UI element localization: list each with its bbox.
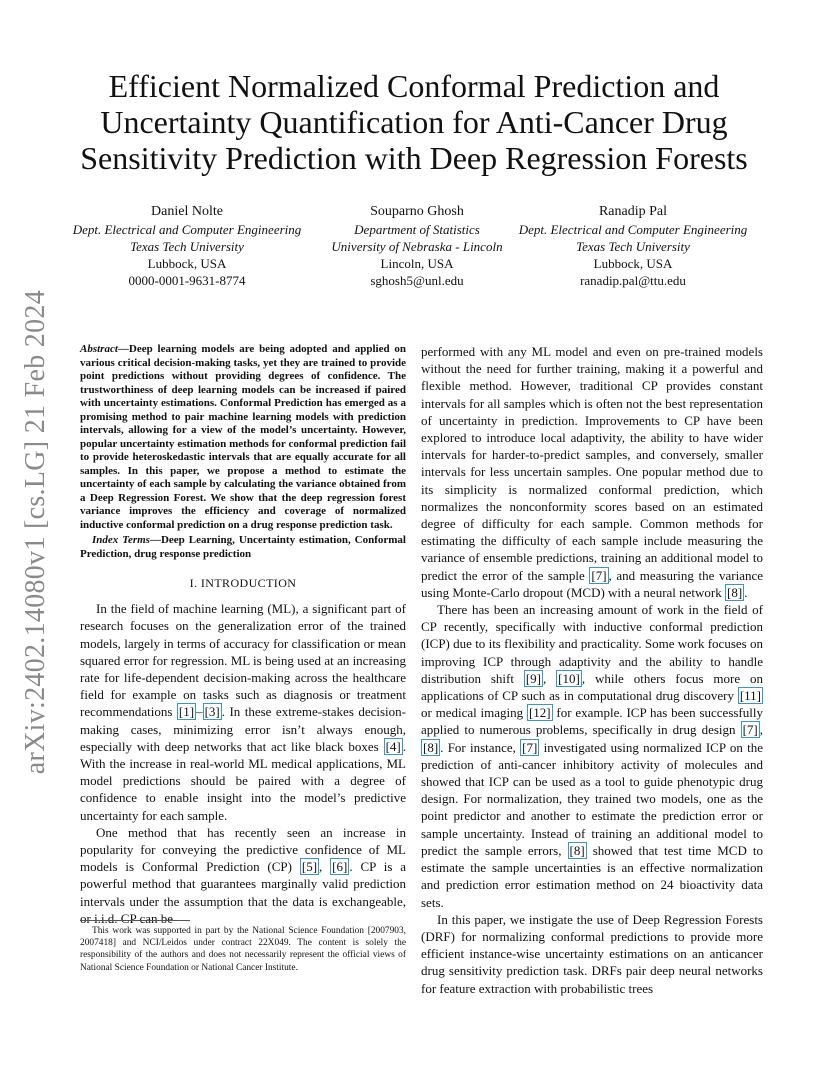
author-univ: Texas Tech University bbox=[576, 239, 690, 254]
author-univ: Texas Tech University bbox=[130, 239, 244, 254]
paragraph-text: . For instance, bbox=[440, 739, 521, 755]
index-terms-text: —Deep Learning, Uncertainty estimation, Conformal Prediction, drug response prediction bbox=[80, 534, 406, 560]
author-name: Daniel Nolte bbox=[151, 204, 223, 219]
citation-link[interactable]: [10] bbox=[558, 670, 580, 686]
author-dept: Dept. Electrical and Computer Engineering bbox=[72, 222, 302, 237]
paragraph bbox=[421, 343, 763, 601]
paragraph bbox=[80, 824, 406, 927]
paragraph-text: . In these extreme-stakes decision-making cases, minimizing error isn’t always enough, especially with deep networks that act like black boxes bbox=[80, 704, 407, 754]
citation-link[interactable]: [9] bbox=[525, 670, 541, 686]
author-dept: Dept. Electrical and Computer Engineering bbox=[518, 222, 748, 237]
paragraph-text: . With the increase in real-world ML medical applications, ML model predictions should be paired with a degree of confidence to enable insight into the model’s predictive uncertainty for each sample. bbox=[80, 738, 406, 823]
citation-link[interactable]: [8] bbox=[423, 739, 439, 755]
section-heading: I. INTRODUCTION bbox=[189, 576, 297, 590]
author-name: Ranadip Pal bbox=[598, 204, 668, 219]
paragraph-text: . bbox=[744, 584, 748, 600]
introduction-body bbox=[80, 600, 406, 927]
author-orcid: 0000-0001-9631-8774 bbox=[128, 273, 246, 288]
author-2 bbox=[317, 203, 517, 289]
paragraph-text: , bbox=[759, 722, 763, 738]
citation-link[interactable]: [6] bbox=[332, 859, 348, 875]
abstract bbox=[80, 343, 406, 561]
author-1 bbox=[62, 203, 312, 289]
arxiv-side-label: arXiv:2402.14080v1 [cs.LG] 21 Feb 2024 bbox=[20, 290, 51, 775]
citation-link[interactable]: [7] bbox=[591, 567, 607, 583]
citation-link[interactable]: [8] bbox=[569, 842, 585, 858]
author-city: Lincoln, USA bbox=[380, 256, 454, 271]
paragraph-text: . CP is a powerful method that guarantees marginally valid prediction intervals under the assumption that the data is exchangeable, or i.i.d. CP can be bbox=[80, 859, 407, 926]
paragraph-text: In this paper, we instigate the use of Deep Regression Forests (DRF) for normalizing conformal predictions to provide more efficient instance-wise uncertainty estimations on an anticancer drug sensitivity prediction task. DRFs pair deep neural networks for feature extraction with probabilistic trees bbox=[421, 911, 763, 996]
paragraph-text: One method that has recently seen an increase in popularity for conveying the predictive confidence of ML models is Conformal Prediction (CP) bbox=[80, 824, 406, 875]
citation-link[interactable]: [11] bbox=[739, 688, 761, 704]
author-3 bbox=[508, 203, 758, 289]
paragraph-text: performed with any ML model and even on pre-trained models without the need for further training, making it a powerful and flexible method. However, traditional CP provides constant intervals for all samples which is often not the best representation of uncertainty in prediction. Improvements to CP have been explored to introduce local adaptivity, the ability to have wider intervals for harder-to-predict samples, and conversely, smaller intervals for less uncertain samples. One popular method due to its simplicity is normalized conformal prediction, which normalizes the nonconformity scores based on an estimated degree of difficulty for each sample. Common methods for estimating the difficulty of each sample include measuring the variance of ensemble predictions, training an additional model to predict the error of the sample bbox=[421, 344, 763, 583]
author-email: sghosh5@unl.edu bbox=[370, 273, 464, 288]
citation-link[interactable]: [7] bbox=[522, 739, 538, 755]
author-email: ranadip.pal@ttu.edu bbox=[580, 273, 686, 288]
paragraph-text: , bbox=[319, 859, 331, 875]
author-univ: University of Nebraska - Lincoln bbox=[331, 239, 503, 254]
citation-link[interactable]: [1] bbox=[178, 704, 195, 720]
left-column bbox=[80, 343, 406, 927]
paragraph-text: There has been an increasing amount of work in the field of CP recently, specifically with inductive conformal prediction (ICP) due to its flexibility and practicality. Some work focuses on improving ICP through adaptivity and the ability to handle distribution shift bbox=[421, 602, 763, 686]
author-dept: Department of Statistics bbox=[354, 222, 480, 237]
footnote-rule bbox=[80, 920, 190, 921]
citation-link[interactable]: [12] bbox=[528, 705, 551, 721]
paragraph-text: investigated using normalized ICP on the prediction of anti-cancer inhibitory activity of molecules and showed that ICP can be used as a tool to guide phenotypic drug design. For normalization, they trained two models, one as the point predictor and another to estimate the prediction error or sample uncertainty. Instead of training an additional model to predict the sample errors, bbox=[421, 739, 764, 858]
paragraph-text: – bbox=[196, 704, 203, 720]
paper-title: Efficient Normalized Conformal Prediction and Uncertainty Quantification for Anti-Cancer Drug Sensitivity Prediction with Deep Regression Forests bbox=[80, 68, 748, 176]
paragraph bbox=[421, 911, 763, 997]
paragraph-text: for example. ICP has been successfully applied to numerous problems, specifically in drug design bbox=[421, 705, 763, 738]
paragraph-text: , and measuring the variance using Monte-Carlo dropout (MCD) with a neural network bbox=[421, 567, 763, 600]
paragraph-text: showed that test time MCD to estimate the sample uncertainties is an effective normalization and prediction error estimation method on 24 bioactivity data sets. bbox=[421, 842, 763, 910]
abstract-label: Abstract bbox=[80, 343, 118, 355]
citation-link[interactable]: [3] bbox=[204, 704, 220, 720]
paragraph-text: , bbox=[543, 670, 557, 686]
paragraph-text: , while others focus more on applications of CP such as in computational drug discovery bbox=[421, 670, 763, 704]
author-city: Lubbock, USA bbox=[147, 256, 227, 271]
footnote bbox=[80, 920, 406, 974]
paragraph bbox=[80, 600, 406, 824]
paragraph bbox=[421, 601, 763, 911]
citation-link[interactable]: [8] bbox=[727, 584, 743, 600]
paragraph-text: or medical imaging bbox=[421, 705, 527, 721]
footnote-text: This work was supported in part by the National Science Foundation [2007903, 2007418] and NCI/Leidos under contract 22X049. The content is solely the responsibility of the authors and does not necessarily represent the official views of National Science Foundation or National Cancer Institute. bbox=[80, 926, 406, 973]
citation-link[interactable]: [7] bbox=[742, 722, 758, 738]
citation-link[interactable]: [5] bbox=[301, 859, 318, 875]
paragraph-text: In the field of machine learning (ML), a significant part of research focuses on the generalization error of the trained models, largely in terms of accuracy for classification or mean squared error for regression. ML is being used at an increasing rate for life-dependent decision-making across the healthcare field for example on tasks such as diagnosis or treatment recommendations bbox=[80, 601, 406, 720]
index-terms-label: Index Terms bbox=[92, 534, 150, 546]
author-city: Lubbock, USA bbox=[593, 256, 673, 271]
abstract-text: —Deep learning models are being adopted and applied on various critical decision-making tasks, yet they are trained to provide point predictions without providing degrees of confidence. The trustworthiness of deep learning models can be increased if paired with uncertainty estimations. Conformal Prediction has emerged as a promising method to pair machine learning models with prediction intervals, allowing for a view of the model’s uncertainty. However, popular uncertainty estimation methods for conformal prediction fail to provide heteroskedastic intervals that are equally accurate for all samples. In this paper, we propose a method to estimate the uncertainty of each sample by calculating the variance obtained from a Deep Regression Forest. We show that the deep regression forest variance improves the efficiency and coverage of normalized inductive conformal prediction on a drug response prediction task. bbox=[80, 343, 406, 531]
citation-link[interactable]: [4] bbox=[385, 738, 401, 754]
author-name: Souparno Ghosh bbox=[370, 204, 464, 219]
right-column bbox=[421, 343, 763, 997]
